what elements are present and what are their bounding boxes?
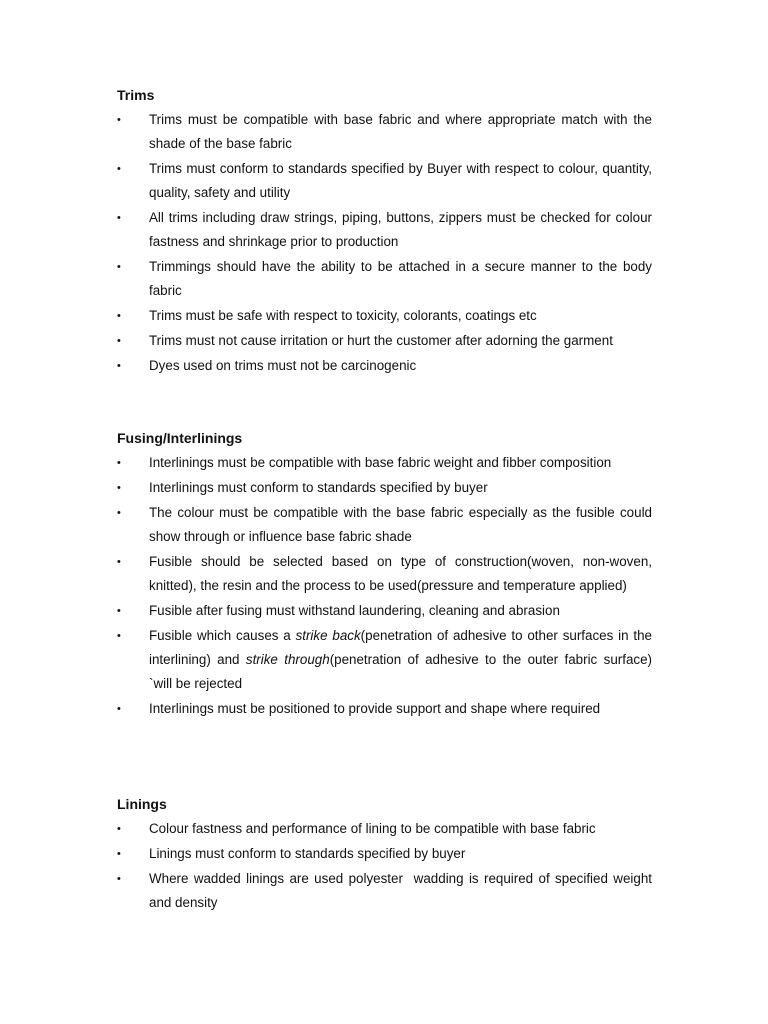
bullet-icon: • [117,360,121,372]
trims-list [117,108,652,378]
list-item: • Fusible after fusing must withstand laundering, cleaning and abrasion [117,599,652,623]
bullet-icon: • [117,482,121,494]
section-trims [117,86,652,379]
section-title-linings: Linings [117,796,167,812]
list-item: • Trims must be safe with respect to toxicity, colorants, coatings etc [117,304,652,328]
bullet-icon: • [117,163,121,175]
bullet-icon: • [117,212,121,224]
list-item: • The colour must be compatible with the base fabric especially as the fusible could show through or influence base fabric shade [117,501,652,549]
list-item: • Trims must be compatible with base fabric and where appropriate match with the shade of the base fabric [117,108,652,156]
bullet-icon: • [117,507,121,519]
strike-item-text: Fusible which causes a strike back(penetration of adhesive to other surfaces in the interlining) and strike through(penetration of adhesive to the outer fabric surface) `will be rejected [149,628,652,691]
list-item: • Dyes used on trims must not be carcinogenic [117,354,652,378]
linings-list [117,817,656,915]
bullet-icon: • [117,703,121,715]
list-item: • Where wadded linings are used polyester wadding is required of specified weight and density [117,867,652,915]
bullet-icon: • [117,310,121,322]
bullet-icon: • [117,114,121,126]
list-item: • All trims including draw strings, piping, buttons, zippers must be checked for colour fastness and shrinkage prior to production [117,206,652,254]
list-item [117,624,652,696]
fusing-list [117,451,652,721]
bullet-icon: • [117,556,121,568]
bullet-icon: • [117,630,121,642]
bullet-icon: • [117,823,121,835]
list-item: • Trims must conform to standards specified by Buyer with respect to colour, quantity, quality, safety and utility [117,157,652,205]
list-item: • Colour fastness and performance of lining to be compatible with base fabric [117,817,652,841]
list-item: • Fusible should be selected based on type of construction(woven, non-woven, knitted), the resin and the process to be used(pressure and temperature applied) [117,550,652,598]
bullet-icon: • [117,335,121,347]
section-fusing-interlinings [117,429,652,722]
bullet-icon: • [117,873,121,885]
list-item: • Interlinings must be compatible with base fabric weight and fibber composition [117,451,652,475]
section-title-trims: Trims [117,87,155,103]
list-item: • Trims must not cause irritation or hurt the customer after adorning the garment [117,329,652,353]
bullet-icon: • [117,261,121,273]
list-item: • Interlinings must conform to standards specified by buyer [117,476,652,500]
list-item: • Linings must conform to standards specified by buyer [117,842,652,866]
bullet-icon: • [117,457,121,469]
section-linings [117,795,656,916]
list-item: • Trimmings should have the ability to be attached in a secure manner to the body fabric [117,255,652,303]
bullet-icon: • [117,605,121,617]
bullet-icon: • [117,848,121,860]
list-item: • Interlinings must be positioned to provide support and shape where required [117,697,652,721]
section-title-fusing: Fusing/Interlinings [117,430,243,446]
